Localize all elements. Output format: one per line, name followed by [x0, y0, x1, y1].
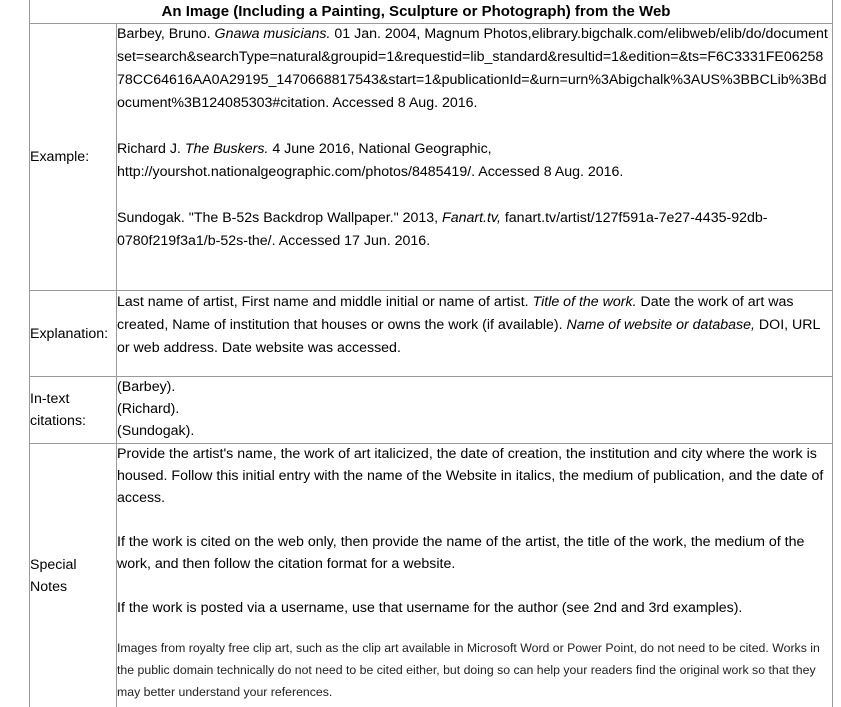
- label-special-line2: Notes: [30, 579, 68, 595]
- label-explanation: Explanation:: [30, 326, 109, 342]
- special-note-1: Provide the artist's name, the work of art italicized, the date of creation, the institution and city where the work is housed. Follow this initial entry with the name of the Website in italics, the medium of publication, and the date of access.: [117, 446, 824, 506]
- richard-title: The Buskers.: [184, 141, 269, 157]
- explanation-content: [117, 291, 831, 360]
- richard-author: Richard J.: [117, 141, 185, 157]
- label-special-line1: Special: [30, 557, 77, 573]
- label-intext-line1: In-text: [30, 391, 70, 407]
- special-note-2: If the work is cited on the web only, then provide the name of the artist, the title of the work, the medium of the work, and then follow the citation format for a website.: [117, 534, 805, 572]
- sundogak-site: Fanart.tv,: [442, 210, 501, 226]
- label-intext-line2: citations:: [30, 413, 86, 429]
- explanation-text: [117, 291, 831, 360]
- sundogak-rest: fanart.tv/artist/127f591a-7e27-4435-92db-: [500, 210, 768, 226]
- special-note-3: If the work is posted via a username, use that username for the author (see 2nd and 3rd examples).: [117, 600, 743, 616]
- intext-item: (Sundogak).: [117, 423, 195, 439]
- table-border-right: [832, 0, 833, 707]
- special-note-4: Images from royalty free clip art, such as the clip art available in Microsoft Word or Power Point, do not need to be cited. Works in the public domain technically do not need to be cited either, but doing so can help your readers find the original work so that they may better understand your references.: [117, 641, 820, 699]
- intext-item: (Richard).: [117, 401, 180, 417]
- explanation-part3: DOI, URL or web address. Date website was accessed.: [117, 317, 820, 356]
- table-title: An Image (Including a Painting, Sculpture or Photograph) from the Web: [161, 3, 671, 20]
- special-content: [117, 443, 831, 703]
- sundogak-author: Sundogak. "The B-52s Backdrop Wallpaper." 2013,: [117, 210, 443, 226]
- example-content: [117, 23, 831, 253]
- example-barbey: [117, 23, 831, 115]
- label-special: [30, 554, 116, 598]
- sundogak-rest2: 0780f219f3a1/b-52s-the/. Accessed 17 Jun. 2016.: [117, 233, 431, 249]
- example-sundogak: [117, 207, 831, 253]
- richard-rest: 4 June 2016, National Geographic,: [268, 141, 492, 157]
- table-border-left: [29, 0, 30, 707]
- explanation-part2: Date the work of art was created, Name of institution that houses or owns the work (if available).: [117, 294, 794, 333]
- label-intext: [30, 388, 116, 432]
- intext-item: (Barbey).: [117, 379, 176, 395]
- label-example: Example:: [30, 149, 90, 165]
- explanation-title: Title of the work.: [532, 294, 637, 310]
- barbey-rest: 01 Jan. 2004, Magnum Photos,elibrary.bigchalk.com/elibweb/elib/do/documentset=search&searchType=natural&groupid=1&requestid=lib_standard&resultid=1&edition=&ts=F6C3331FE0625878CC64616AA0A29195_1470668817543&start=1&publicationId=&urn=urn%3Abigchalk%3AUS%3BBCLib%3Bdocument%3B124085303#citation. Accessed 8 Aug. 2016.: [117, 26, 828, 111]
- explanation-site: Name of website or database,: [566, 317, 755, 333]
- intext-content: [117, 376, 831, 442]
- richard-url: http://yourshot.nationalgeographic.com/photos/8485419/. Accessed 8 Aug. 2016.: [117, 164, 624, 180]
- example-richard: [117, 138, 831, 184]
- barbey-author: Barbey, Bruno.: [117, 26, 215, 42]
- barbey-title: Gnawa musicians.: [214, 26, 331, 42]
- explanation-part1: Last name of artist, First name and middle initial or name of artist.: [117, 294, 533, 310]
